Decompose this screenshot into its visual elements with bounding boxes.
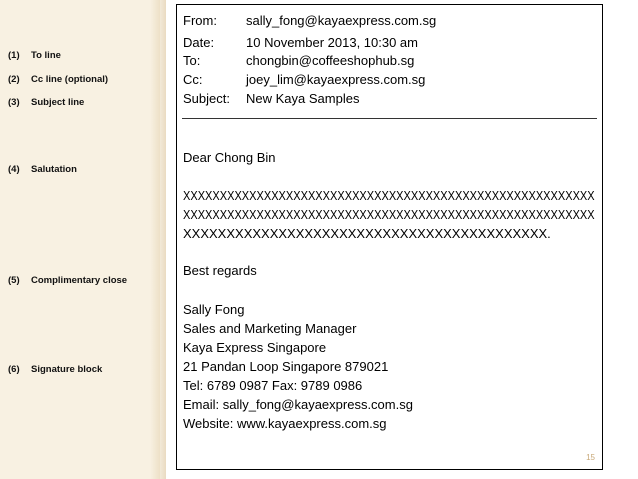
complimentary-close: Best regards [183, 263, 257, 278]
label-signature-block: (6) Signature block [8, 364, 103, 375]
subject-row: Subject: New Kaya Samples [183, 91, 360, 106]
left-sidebar [0, 0, 160, 479]
label-cc-line: (2) Cc line (optional) [8, 74, 109, 85]
label-complimentary-close: (5) Complimentary close [8, 275, 128, 286]
signature-phone: Tel: 6789 0987 Fax: 9789 0986 [183, 378, 363, 393]
cc-row: Cc: joey_lim@kayaexpress.com.sg [183, 72, 426, 87]
body-line: XXXXXXXXXXXXXXXXXXXXXXXXXXXXXXXXXXXXXXXXXXXXXXXXXXXXXXXX [183, 207, 595, 222]
body-line: XXXXXXXXXXXXXXXXXXXXXXXXXXXXXXXXXXXXXXXXXXXXXXXXXXXXXXXX [183, 188, 595, 203]
salutation: Dear Chong Bin [183, 150, 276, 165]
body-line: XXXXXXXXXXXXXXXXXXXXXXXXXXXXXXXXXXXXXXXXXX. [183, 226, 551, 241]
signature-address: 21 Pandan Loop Singapore 879021 [183, 359, 389, 374]
sidebar-edge-shading [150, 0, 166, 479]
from-row: From: sally_fong@kayaexpress.com.sg [183, 13, 437, 28]
label-to-line: (1) To line [8, 50, 61, 61]
header-divider [182, 118, 597, 119]
to-row: To: chongbin@coffeeshophub.sg [183, 53, 415, 68]
signature-company: Kaya Express Singapore [183, 340, 327, 355]
date-row: Date: 10 November 2013, 10:30 am [183, 35, 418, 50]
label-subject-line: (3) Subject line [8, 97, 85, 108]
signature-email: Email: sally_fong@kayaexpress.com.sg [183, 397, 413, 412]
page-number: 15 [586, 453, 595, 462]
signature-website: Website: www.kayaexpress.com.sg [183, 416, 387, 431]
label-salutation: (4) Salutation [8, 164, 77, 175]
signature-name: Sally Fong [183, 302, 245, 317]
signature-title: Sales and Marketing Manager [183, 321, 357, 336]
email-letter [176, 4, 603, 470]
